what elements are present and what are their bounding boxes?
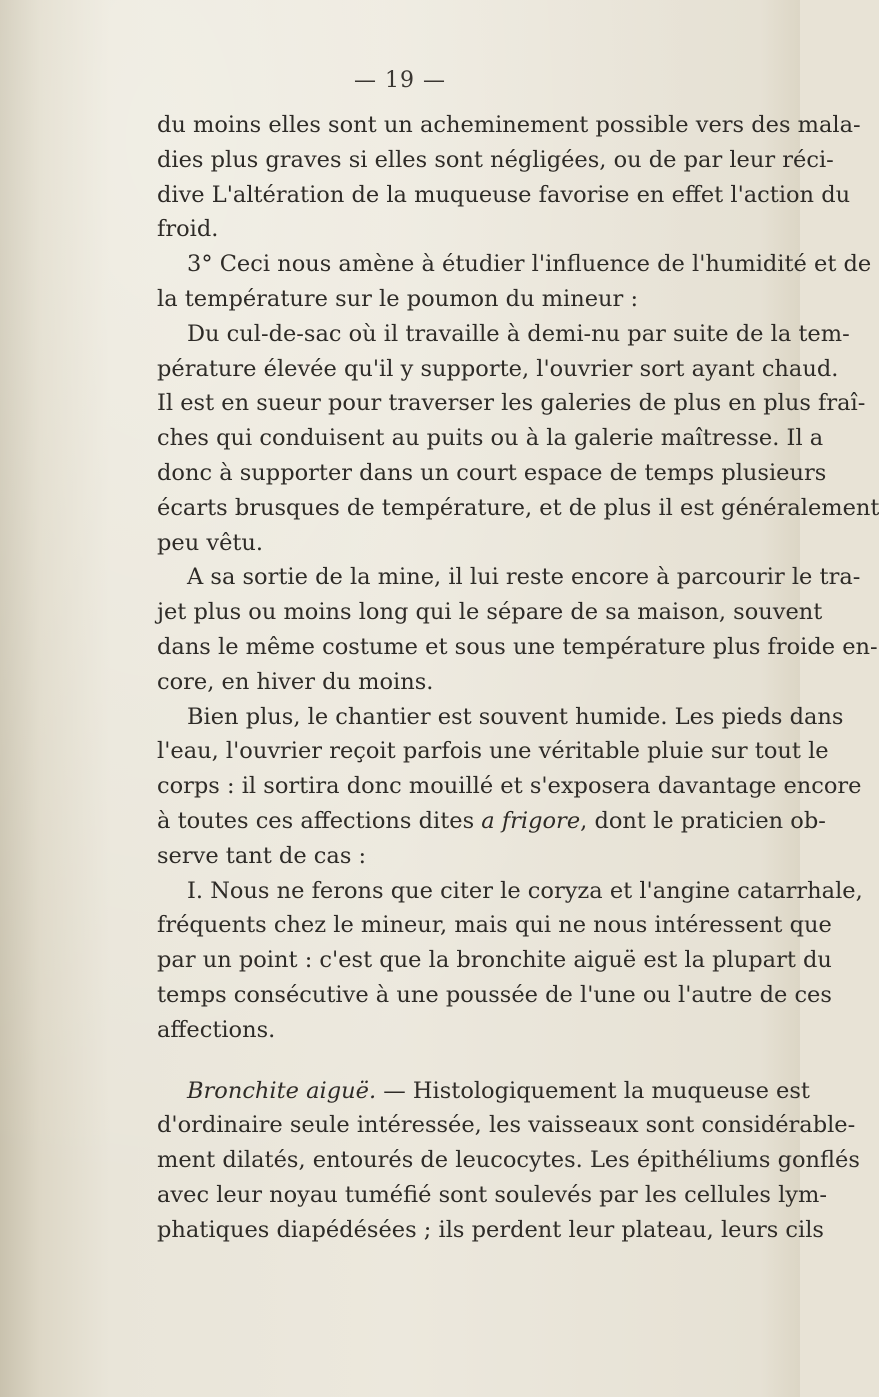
text-line — [157, 1074, 810, 1109]
latin-term: a frigore — [481, 807, 581, 834]
page-number: — 19 — — [354, 68, 446, 93]
text-line: ches qui conduisent au puits ou à la galerie maîtresse. Il a — [157, 425, 824, 452]
text-line: fréquents chez le mineur, mais qui ne nous intéressent que — [157, 912, 832, 939]
text-line: l'eau, l'ouvrier reçoit parfois une véritable pluie sur tout le — [157, 738, 829, 765]
text-line: 3° Ceci nous amène à étudier l'influence de l'humidité et de — [187, 251, 872, 278]
text-line: écarts brusques de température, et de plus il est généralement — [157, 494, 879, 521]
paragraph-gap — [157, 1048, 717, 1074]
text-line: par un point : c'est que la bronchite aiguë est la plupart du — [157, 947, 832, 974]
text-line: donc à supporter dans un court espace de temps plusieurs — [157, 459, 827, 486]
text-line: la température sur le poumon du mineur : — [157, 285, 639, 312]
text-line: dive L'altération de la muqueuse favorise en effet l'action du — [157, 181, 851, 208]
text-line: phatiques diapédésées ; ils perdent leur plateau, leurs cils — [157, 1216, 824, 1243]
text-segment: — Histologiquement la muqueuse est — [376, 1077, 810, 1104]
text-line: Il est en sueur pour traverser les galeries de plus en plus fraî- — [157, 390, 866, 417]
text-line — [157, 804, 826, 839]
text-line: corps : il sortira donc mouillé et s'exposera davantage encore — [157, 773, 862, 800]
text-line: du moins elles sont un acheminement possible vers des mala- — [157, 112, 861, 138]
text-line: pérature élevée qu'il y supporte, l'ouvrier sort ayant chaud. — [157, 355, 839, 382]
text-segment: à toutes ces affections dites — [157, 807, 482, 834]
text-line: dies plus graves si elles sont négligées, ou de par leur réci- — [157, 146, 834, 173]
text-line: froid. — [157, 216, 219, 243]
text-line: core, en hiver du moins. — [157, 668, 434, 695]
text-line: Du cul-de-sac où il travaille à demi-nu par suite de la tem- — [187, 320, 850, 347]
body-text — [157, 108, 879, 1248]
text-line: temps consécutive à une poussée de l'une ou l'autre de ces — [157, 981, 832, 1008]
text-line: A sa sortie de la mine, il lui reste encore à parcourir le tra- — [187, 564, 861, 591]
text-line: d'ordinaire seule intéressée, les vaisseaux sont considérable- — [157, 1112, 856, 1139]
section-heading: Bronchite aiguë. — [187, 1077, 377, 1104]
text-line: dans le même costume et sous une température plus froide en- — [157, 633, 878, 660]
text-line: peu vêtu. — [157, 529, 264, 556]
text-line: jet plus ou moins long qui le sépare de sa maison, souvent — [157, 599, 823, 626]
text-line: serve tant de cas : — [157, 842, 367, 869]
text-line: ment dilatés, entourés de leucocytes. Les épithéliums gonflés — [157, 1147, 860, 1174]
text-segment: , dont le praticien ob- — [580, 807, 826, 834]
text-line: I. Nous ne ferons que citer le coryza et l'angine catarrhale, — [187, 877, 863, 904]
text-line: affections. — [157, 1016, 276, 1043]
text-line: avec leur noyau tuméfié sont soulevés par les cellules lym- — [157, 1181, 827, 1208]
text-line: Bien plus, le chantier est souvent humide. Les pieds dans — [187, 703, 844, 730]
